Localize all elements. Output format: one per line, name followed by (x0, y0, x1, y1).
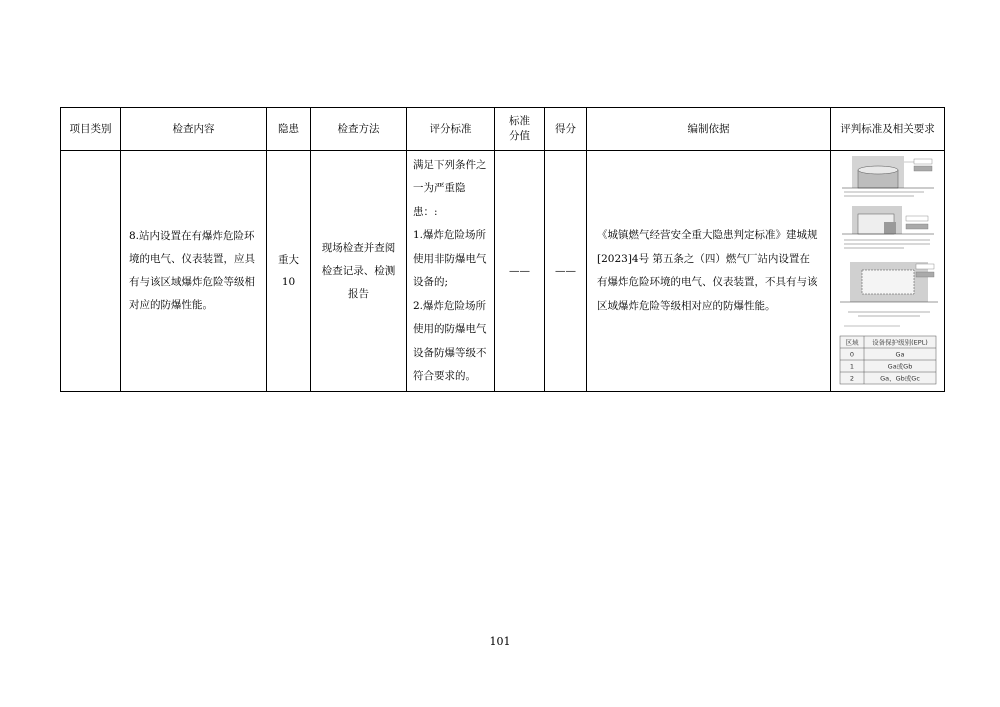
standard-line: 使用的防爆电气 (413, 323, 487, 335)
standard-line: 一为严重隐患：: (413, 182, 466, 218)
header-method: 检查方法 (311, 108, 407, 151)
inspection-table (60, 107, 945, 392)
header-score: 得分 (545, 108, 587, 151)
cell-content: 8.站内设置在有爆炸危险环境的电气、仪表装置，应具有与该区域爆炸危险等级相对应的防爆性能。 (121, 151, 267, 392)
table-header-row (61, 108, 945, 151)
page-number: 101 (489, 635, 511, 648)
epl-zone-0: 0 (849, 350, 854, 359)
zone-diagram-1 (842, 156, 934, 196)
standard-line: 满足下列条件之 (413, 158, 487, 171)
cell-score: —— (545, 151, 587, 392)
epl-table (840, 336, 936, 384)
cell-basis: 《城镇燃气经营安全重大隐患判定标准》建城规[2023]4号 第五条之（四）燃气厂站内设置在有爆炸危险环境的电气、仪表装置，不具有与该区域爆炸危险等级相对应的防爆性能。 (587, 151, 831, 392)
table-row (61, 151, 945, 392)
epl-level-1: Ga或Gb (887, 362, 912, 371)
cell-standard-score: —— (495, 151, 545, 392)
header-standard-score (495, 108, 545, 151)
header-standard: 评分标准 (407, 108, 495, 151)
standard-line: 1.爆炸危险场所 (413, 229, 487, 241)
cell-method: 现场检查并查阅检查记录、检测报告 (311, 151, 407, 392)
cell-hazard (267, 151, 311, 392)
standard-line: 设备防爆等级不 (413, 346, 487, 359)
header-category: 项目类别 (61, 108, 121, 151)
header-standard-score-text: 标准分值 (509, 115, 530, 142)
standard-line: 符合要求的。 (413, 370, 476, 382)
standard-line: 使用非防爆电气 (413, 252, 487, 265)
epl-zone-1: 1 (849, 362, 854, 371)
header-basis: 编制依据 (587, 108, 831, 151)
hazard-level: 重大 (278, 254, 299, 266)
hazard-score: 10 (281, 276, 296, 288)
header-requirements: 评判标准及相关要求 (831, 108, 945, 151)
cell-requirements (831, 151, 945, 392)
zone-diagram-3 (840, 262, 938, 326)
standard-line: 2.爆炸危险场所 (413, 299, 487, 312)
header-hazard: 隐患 (267, 108, 311, 151)
epl-level-0: Ga (894, 350, 905, 359)
cell-category (61, 151, 121, 392)
zone-diagram-2 (842, 206, 934, 248)
standard-line: 设备的; (413, 276, 449, 288)
epl-header-level: 设备保护级别(EPL) (871, 338, 928, 347)
cell-standard (407, 151, 495, 392)
epl-level-2: Ga、Gb或Gc (879, 374, 920, 383)
epl-zone-2: 2 (849, 374, 854, 383)
header-content: 检查内容 (121, 108, 267, 151)
hazard-zone-figure (834, 152, 942, 390)
epl-header-zone: 区域 (845, 338, 858, 347)
